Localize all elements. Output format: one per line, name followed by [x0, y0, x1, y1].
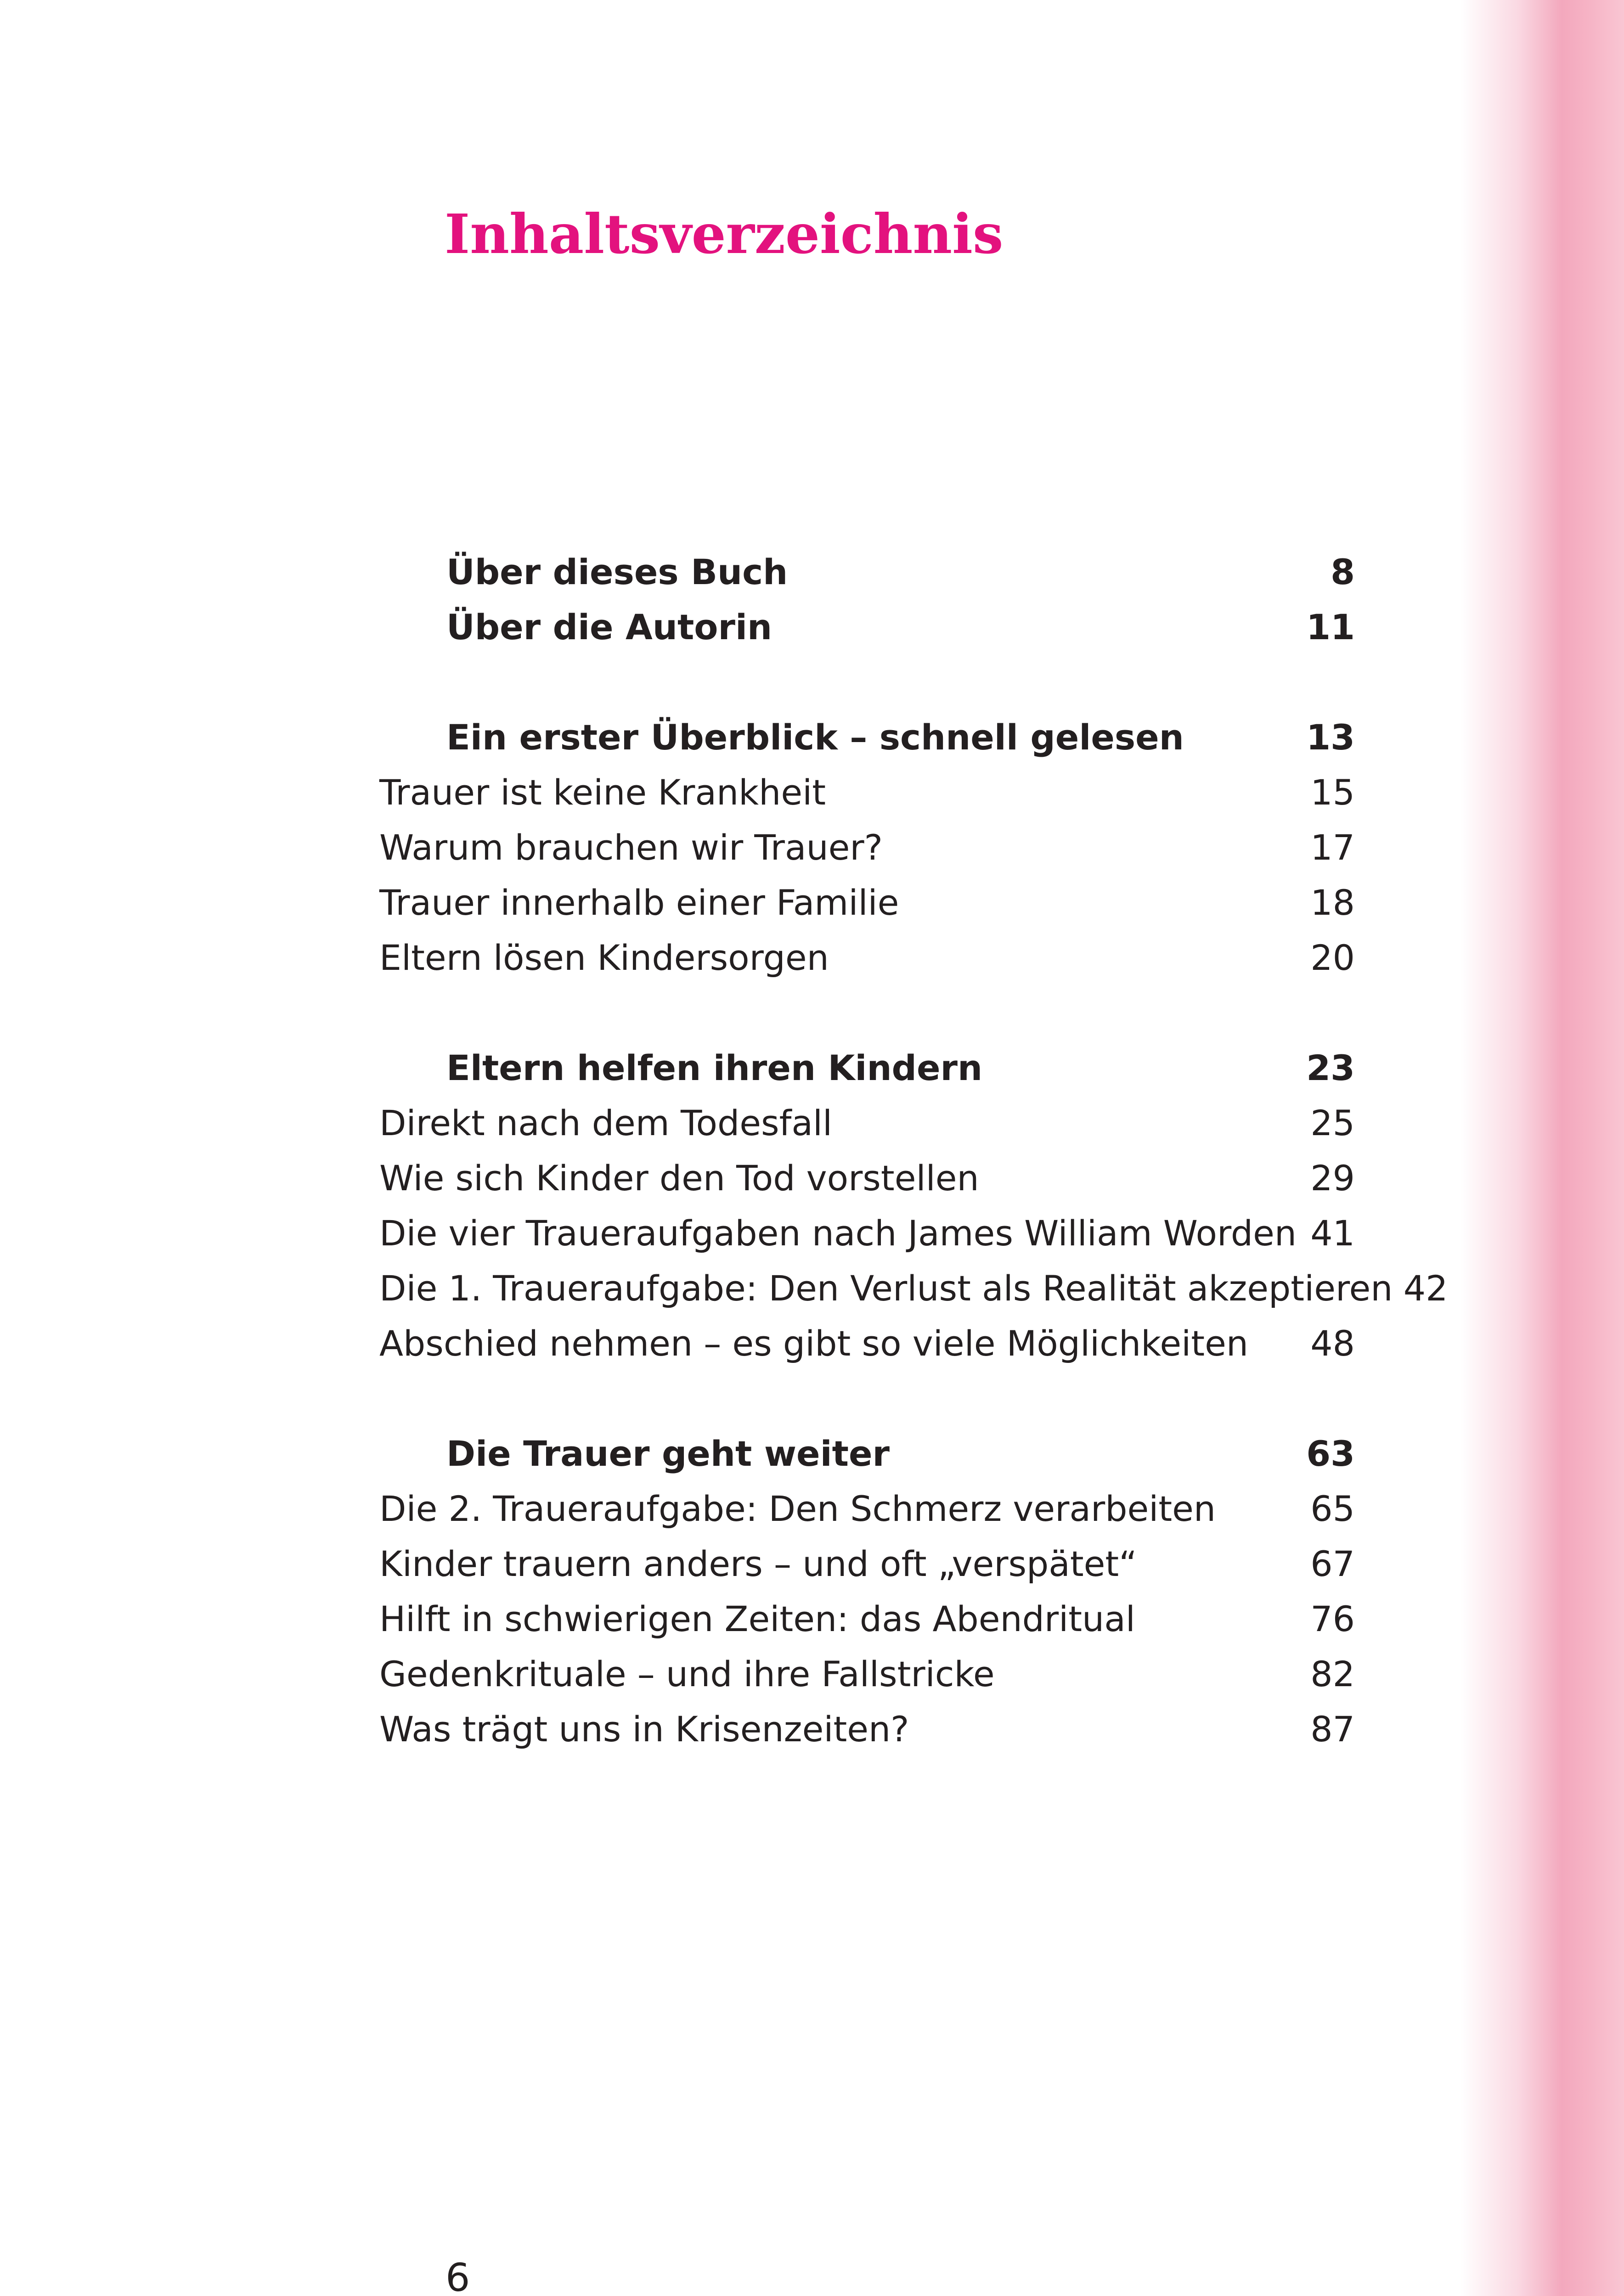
toc-entry-title: Die 2. Traueraufgabe: Den Schmerz verarbeiten — [379, 1488, 1216, 1529]
toc-entry-page: 48 — [1310, 1323, 1355, 1364]
toc-entry-page: 42 — [1403, 1268, 1448, 1309]
page-title: Inhaltsverzeichnis — [445, 202, 1004, 266]
toc-entry — [379, 1261, 1448, 1316]
page-edge-stripe — [1460, 0, 1624, 2296]
toc-section — [379, 1041, 1448, 1371]
toc-entry-title: Direkt nach dem Todesfall — [379, 1103, 833, 1143]
toc-entry-title: Die 1. Traueraufgabe: Den Verlust als Realität akzeptieren — [379, 1268, 1393, 1309]
toc-entry-title: Hilft in schwierigen Zeiten: das Abendritual — [379, 1598, 1135, 1639]
toc-chapter-heading — [379, 545, 1355, 600]
toc-entry — [379, 875, 1355, 930]
toc-chapter-heading — [379, 1041, 1355, 1096]
toc-entry-page: 76 — [1310, 1598, 1355, 1639]
toc-entry-title: Warum brauchen wir Trauer? — [379, 827, 883, 868]
toc-section — [379, 1426, 1355, 1757]
toc-entry — [379, 1702, 1355, 1757]
toc-entry-page: 67 — [1310, 1543, 1355, 1584]
toc-entry-title: Über dieses Buch — [446, 551, 788, 592]
toc-section — [379, 710, 1355, 985]
toc-entry — [379, 1096, 1355, 1151]
toc-entry-page: 29 — [1310, 1158, 1355, 1199]
toc-section — [379, 545, 1355, 655]
toc-entry — [379, 1206, 1355, 1261]
toc-entry-page: 63 — [1306, 1433, 1355, 1474]
toc-entry-title: Eltern helfen ihren Kindern — [446, 1047, 983, 1088]
page-number: 6 — [445, 2255, 470, 2296]
toc-entry — [379, 1316, 1355, 1371]
toc-entry-page: 13 — [1306, 717, 1355, 758]
toc-entry-page: 65 — [1310, 1488, 1355, 1529]
toc-entry-page: 20 — [1310, 937, 1355, 978]
toc-entry-title: Was trägt uns in Krisenzeiten? — [379, 1709, 909, 1750]
toc-entry — [379, 930, 1355, 985]
toc-entry-title: Über die Autorin — [446, 607, 773, 647]
toc-entry — [379, 1647, 1355, 1702]
toc-entry-page: 25 — [1310, 1103, 1355, 1143]
toc-entry-title: Abschied nehmen – es gibt so viele Möglichkeiten — [379, 1323, 1249, 1364]
toc-entry-title: Kinder trauern anders – und oft „verspätet“ — [379, 1543, 1137, 1584]
toc-entry-page: 18 — [1310, 882, 1355, 923]
toc-entry-title: Die Trauer geht weiter — [446, 1433, 890, 1474]
toc-entry-page: 41 — [1310, 1213, 1355, 1254]
toc-entry-page: 87 — [1310, 1709, 1355, 1750]
toc-entry-page: 23 — [1306, 1047, 1355, 1088]
toc-chapter-heading — [379, 600, 1355, 655]
toc-entry-title: Die vier Traueraufgaben nach James William Worden — [379, 1213, 1297, 1254]
toc-chapter-heading — [379, 1426, 1355, 1481]
toc-entry-title: Trauer ist keine Krankheit — [379, 772, 826, 813]
toc-entry — [379, 765, 1355, 820]
toc-entry-title: Wie sich Kinder den Tod vorstellen — [379, 1158, 979, 1199]
toc-entry-page: 15 — [1310, 772, 1355, 813]
toc-entry-page: 11 — [1306, 607, 1355, 647]
toc-entry — [379, 1592, 1355, 1647]
toc-entry — [379, 1481, 1355, 1536]
table-of-contents — [379, 545, 1448, 1812]
toc-entry — [379, 1536, 1355, 1592]
toc-entry-title: Gedenkrituale – und ihre Fallstricke — [379, 1654, 995, 1694]
toc-entry-title: Trauer innerhalb einer Familie — [379, 882, 899, 923]
toc-chapter-heading — [379, 710, 1355, 765]
toc-entry — [379, 1151, 1355, 1206]
toc-entry-page: 82 — [1310, 1654, 1355, 1694]
toc-entry-title: Eltern lösen Kindersorgen — [379, 937, 829, 978]
toc-entry-page: 8 — [1331, 551, 1355, 592]
toc-entry-title: Ein erster Überblick – schnell gelesen — [446, 717, 1184, 758]
toc-entry-page: 17 — [1310, 827, 1355, 868]
toc-entry — [379, 820, 1355, 875]
